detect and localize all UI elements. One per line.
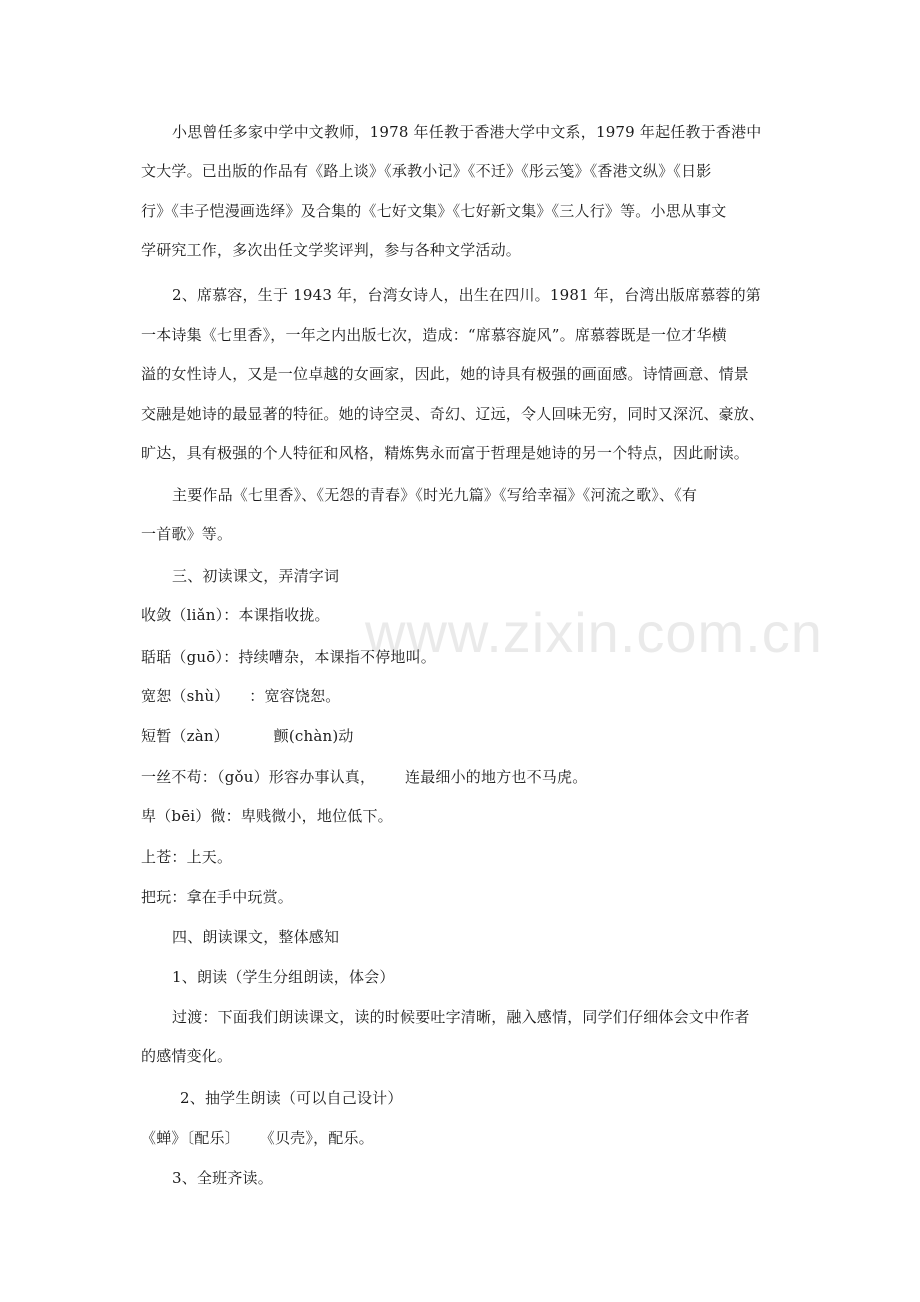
- watermark: www.zixin.com.cn: [365, 601, 823, 664]
- paragraph-1-line-3: 行》《丰子恺漫画选绎》及合集的《七好文集》《七好新文集》《三人行》等。小思从事文: [141, 202, 727, 220]
- paragraph-1-line-2: 文大学。已出版的作品有《路上谈》《承教小记》《不迁》《彤云笺》《香港文纵》《日影: [141, 162, 712, 180]
- paragraph-2-line-4: 交融是她诗的最显著的特征。她的诗空灵、奇幻、辽远，令人回味无穷，同时又深沉、豪放、: [141, 405, 765, 423]
- paragraph-2-line-1: 2、席慕容，生于 1943 年，台湾女诗人，出生在四川。1981 年，台湾出版席慕蓉的第: [172, 286, 761, 304]
- vocab-item: 把玩：拿在手中玩赏。: [141, 888, 294, 906]
- paragraph-2-line-2: 一本诗集《七里香》，一年之内出版七次，造成：“席慕容旋风”。席慕蓉既是一位才华横: [141, 326, 727, 344]
- section-4-heading: 四、朗读课文，整体感知: [172, 928, 340, 946]
- vocab-item: 卑（bēi）微：卑贱微小，地位低下。: [141, 807, 393, 825]
- vocab-item: 聒聒（guō）：持续嘈杂，本课指不停地叫。: [141, 648, 436, 666]
- vocab-item: 收敛（liǎn）：本课指收拢。: [141, 606, 330, 624]
- vocab-item: 一丝不苟：（gǒu）形容办事认真， 连最细小的地方也不马虎。: [141, 768, 588, 786]
- vocab-item: 短暂（zàn） 颤(chàn)动: [141, 727, 354, 745]
- paragraph-1-line-1: 小思曾任多家中学中文教师，1978 年任教于香港大学中文系，1979 年起任教于香港中: [172, 123, 762, 141]
- paragraph-2-line-5: 旷达，具有极强的个人特征和风格，精炼隽永而富于哲理是她诗的另一个特点，因此耐读。: [141, 444, 750, 462]
- paragraph-1-line-4: 学研究工作，多次出任文学奖评判，参与各种文学活动。: [141, 241, 522, 259]
- transition-line-1: 过渡：下面我们朗读课文，读的时候要吐字清晰，融入感情，同学们仔细体会文中作者: [172, 1008, 750, 1026]
- music-line: 《蝉》〔配乐〕 《贝壳》，配乐。: [141, 1129, 374, 1147]
- vocab-item: 上苍：上天。: [141, 848, 233, 866]
- vocab-item: 宽恕（shù） ：宽容饶恕。: [141, 687, 341, 705]
- paragraph-3-line-1: 主要作品《七里香》、《无怨的青春》《时光九篇》《写给幸福》《河流之歌》、《有: [172, 486, 698, 504]
- step-3: 3、全班齐读。: [172, 1169, 273, 1187]
- step-2: 2、抽学生朗读（可以自己设计）: [180, 1089, 403, 1107]
- paragraph-2-line-3: 溢的女性诗人，又是一位卓越的女画家，因此，她的诗具有极强的画面感。诗情画意、情景: [141, 365, 750, 383]
- section-3-heading: 三、初读课文，弄清字词: [172, 567, 340, 585]
- step-1: 1、朗读（学生分组朗读，体会）: [172, 968, 395, 986]
- transition-line-2: 的感情变化。: [141, 1047, 233, 1065]
- paragraph-3-line-2: 一首歌》等。: [141, 525, 233, 543]
